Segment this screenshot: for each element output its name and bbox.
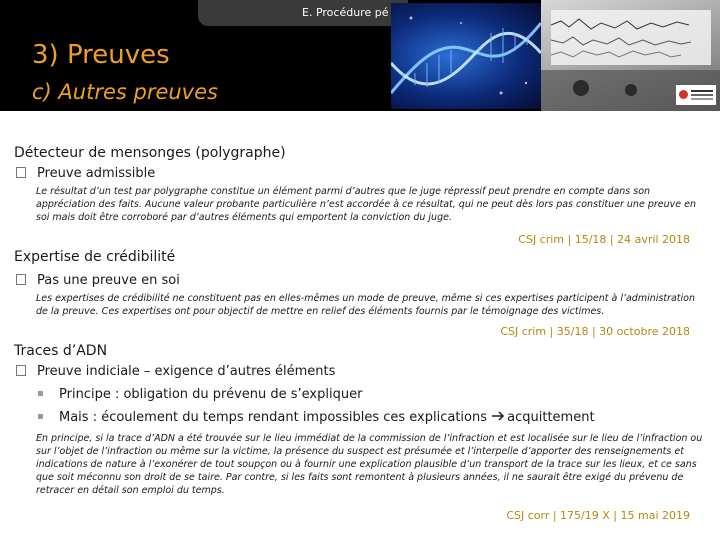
section-heading-dna: Traces d’ADN (14, 343, 108, 359)
publisher-logo (676, 85, 716, 105)
page-subtitle: c) Autres preuves (32, 80, 218, 104)
paragraph-line: que soit méconnu son droit de se taire. Par contre, si les faits sont remontent à plusieurs années, il ne saurait être exigé du prévenu de (36, 472, 684, 483)
dna-helix-image (391, 3, 541, 109)
paragraph-line: Le résultat d’un test par polygraphe constitue un élément parmi d’autres que le juge répressif peut prendre en compte dans son (36, 186, 651, 197)
paragraph-line: sur l’objet de l’infraction ou même sur la victime, la présence du suspect est présumée et l’interpelle d’apporter des renseignements et (36, 446, 684, 457)
right-arrow-icon (491, 410, 507, 425)
sub-bullet-text: Principe : obligation du prévenu de s’expliquer (59, 387, 363, 402)
paragraph-line: appréciation des faits. Aucune valeur probante particulière n’est accordée à ce résultat, qui ne peut dès lors pas constituer une preuve en (36, 199, 696, 210)
polygraph-paragraph (36, 185, 696, 224)
dna-paragraph (36, 432, 706, 497)
top-tab-label: E. Procédure pé (302, 6, 389, 19)
page-title: 3) Preuves (32, 40, 170, 70)
paragraph-line: Les expertises de crédibilité ne constituent pas en elles-mêmes un mode de preuve, même si ces expertises participent à l’administration (36, 293, 695, 304)
bullet-dna (16, 364, 335, 379)
sub-bullet-principle (38, 387, 362, 402)
section-heading-credibility: Expertise de crédibilité (14, 249, 176, 265)
bullet-text: Pas une preuve en soi (37, 273, 180, 288)
checkbox-bullet-icon (16, 274, 26, 285)
paragraph-line: soi mais doit être corroboré par d’autres éléments qui emportent la conviction du juge. (36, 212, 452, 223)
square-bullet-icon (38, 414, 43, 419)
header-banner (0, 0, 720, 111)
section-heading-polygraph: Détecteur de mensonges (polygraphe) (14, 145, 286, 161)
bullet-text: Preuve indiciale – exigence d’autres éléments (37, 364, 336, 379)
reference-credibility: CSJ crim | 35/18 | 30 octobre 2018 (500, 325, 690, 338)
sub-bullet-however (38, 410, 595, 425)
paragraph-line: retracer en détail son emploi du temps. (36, 485, 225, 496)
reference-dna: CSJ corr | 175/19 X | 15 mai 2019 (506, 509, 690, 522)
checkbox-bullet-icon (16, 167, 26, 178)
paragraph-line: indications de nature à l’exonérer de tout soupçon ou à fournir une explication plausible d’un transport de la trace sur les lieux, et ce sans (36, 459, 697, 470)
bullet-polygraph (16, 166, 155, 181)
paragraph-line: de la preuve. Ces expertises ont pour objectif de mettre en relief des éléments fournis par le témoignage des victimes. (36, 306, 605, 317)
logo-mark-icon (679, 90, 688, 99)
paragraph-line: En principe, si la trace d’ADN a été trouvée sur le lieu immédiat de la commission de l’infraction et est localisée sur le lieu de l’infraction ou (36, 433, 703, 444)
checkbox-bullet-icon (16, 365, 26, 376)
bullet-text: Preuve admissible (37, 166, 156, 181)
bullet-credibility (16, 273, 180, 288)
reference-polygraph: CSJ crim | 15/18 | 24 avril 2018 (518, 233, 690, 246)
sub-bullet-text-result: acquittement (507, 410, 595, 425)
sub-bullet-text: Mais : écoulement du temps rendant impossibles ces explications (59, 410, 487, 425)
credibility-paragraph (36, 292, 696, 318)
square-bullet-icon (38, 391, 43, 396)
